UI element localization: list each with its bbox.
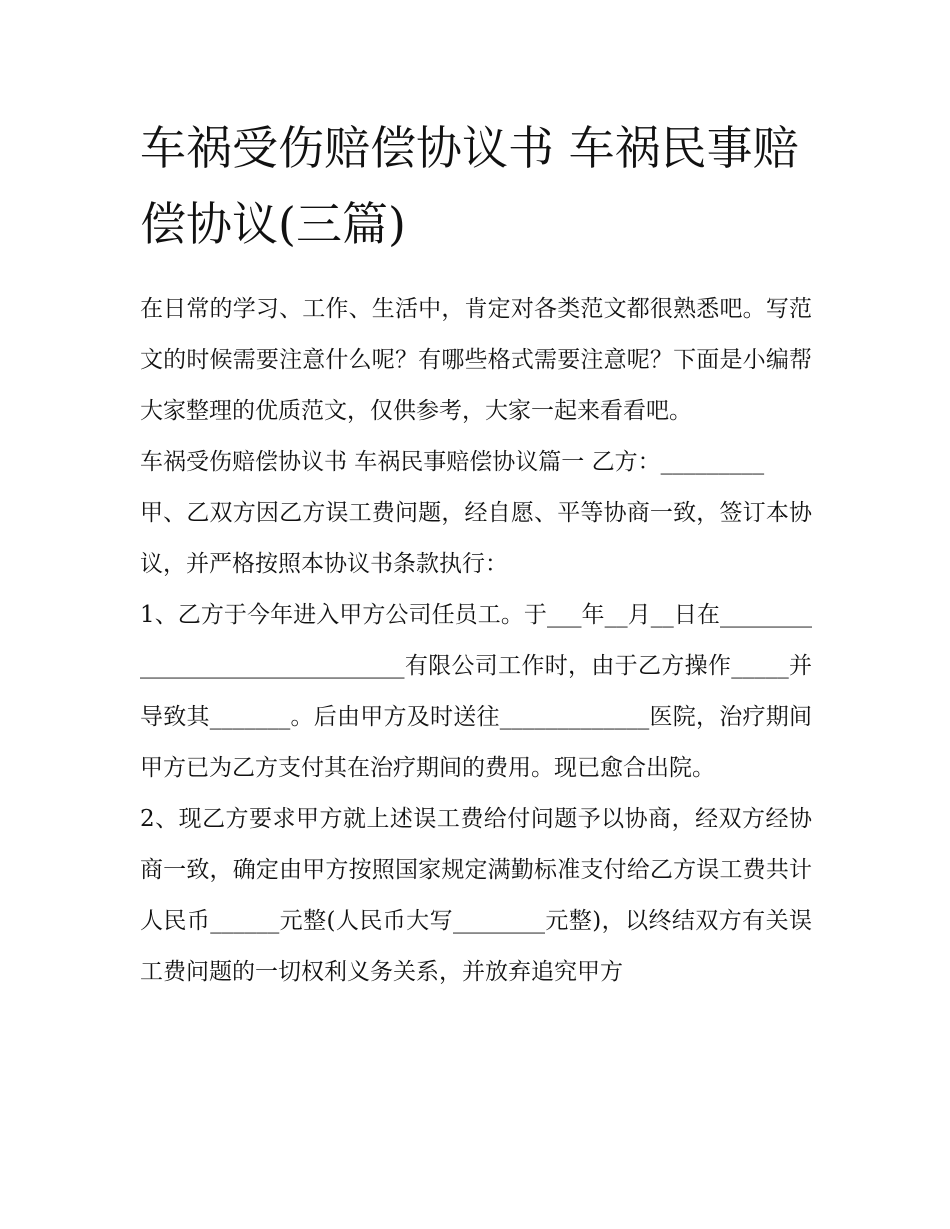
document-body	[140, 284, 812, 998]
document-title: 车祸受伤赔偿协议书 车祸民事赔偿协议(三篇)	[140, 121, 799, 251]
intro-paragraph: 在日常的学习、工作、生活中，肯定对各类范文都很熟悉吧。写范文的时候需要注意什么呢？有哪些格式需要注意呢？下面是小编帮大家整理的优质范文，仅供参考，大家一起来看看吧。	[140, 296, 812, 424]
agreement-preamble: 甲、乙双方因乙方误工费问题，经自愿、平等协商一致，签订本协议，并严格按照本协议书条款执行：	[140, 500, 812, 577]
section-heading-line: 车祸受伤赔偿协议书 车祸民事赔偿协议篇一 乙方：_________	[140, 449, 765, 475]
document-page	[140, 110, 812, 998]
clause-1: 1、乙方于今年进入甲方公司任员工。于___年__月__日在_______________________________有限公司工作时，由于乙方操作_____并导致其_______。后由甲方及时送往_____________医院，治疗期间甲方已为乙方支付其在治疗期间的费用。现已愈合出院。	[140, 602, 812, 781]
clause-2: 2、现乙方要求甲方就上述误工费给付问题予以协商，经双方经协商一致，确定由甲方按照国家规定满勤标准支付给乙方误工费共计人民币______元整(人民币大写________元整)，以终结双方有关误工费问题的一切权利义务关系，并放弃追究甲方	[140, 806, 812, 985]
